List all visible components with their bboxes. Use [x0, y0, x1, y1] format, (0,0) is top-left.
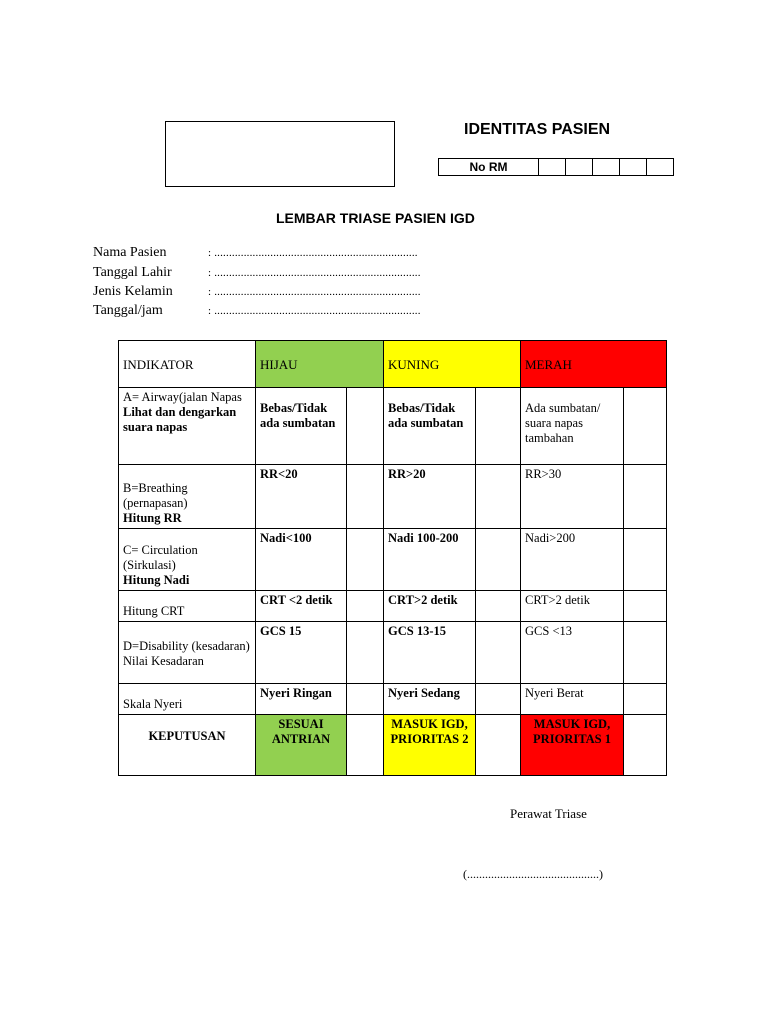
criteria-kuning: GCS 13-15 — [384, 622, 476, 684]
criteria-merah: Nadi>200 — [521, 529, 624, 591]
criteria-kuning: RR>20 — [384, 465, 476, 529]
medical-record-label: No RM — [439, 159, 539, 176]
indicator-label: C= Circulation (Sirkulasi) — [123, 543, 198, 572]
check-cell[interactable] — [347, 529, 384, 591]
field-label: Tanggal/jam — [93, 303, 163, 318]
criteria-merah: RR>30 — [521, 465, 624, 529]
medical-record-number-table — [438, 158, 674, 176]
check-cell[interactable] — [476, 591, 521, 622]
header-kuning: KUNING — [384, 341, 521, 388]
criteria-merah: Ada sumbatan/ suara napas tambahan — [521, 388, 624, 465]
indicator-pain-scale: Skala Nyeri — [119, 684, 256, 715]
indicator-instruction: Lihat dan dengarkan suara napas — [123, 405, 237, 434]
decision-merah: MASUK IGD, PRIORITAS 1 — [521, 715, 624, 776]
decision-label: KEPUTUSAN — [119, 715, 256, 776]
check-cell[interactable] — [624, 591, 667, 622]
check-cell[interactable] — [347, 388, 384, 465]
criteria-hijau: Nadi<100 — [256, 529, 347, 591]
field-date-time — [93, 301, 421, 321]
indicator-airway — [119, 388, 256, 465]
check-cell[interactable] — [624, 622, 667, 684]
triage-nurse-label: Perawat Triase — [510, 806, 587, 821]
indicator-crt: Hitung CRT — [119, 591, 256, 622]
mr-digit-cell[interactable] — [566, 159, 593, 176]
criteria-hijau: Nyeri Ringan — [256, 684, 347, 715]
criteria-hijau: Bebas/Tidak ada sumbatan — [256, 388, 347, 465]
indicator-instruction: Hitung Nadi — [123, 573, 190, 587]
header-indikator: INDIKATOR — [119, 341, 256, 388]
field-blank[interactable]: : ...................................................................... — [208, 305, 421, 317]
field-blank[interactable]: : ...................................................................... — [208, 267, 421, 279]
check-cell[interactable] — [347, 715, 384, 776]
field-label: Tanggal Lahir — [93, 265, 172, 280]
indicator-label: B=Breathing (pernapasan) — [123, 481, 188, 510]
criteria-hijau: RR<20 — [256, 465, 347, 529]
check-cell[interactable] — [476, 529, 521, 591]
patient-identity-title: IDENTITAS PASIEN — [464, 121, 611, 138]
check-cell[interactable] — [476, 622, 521, 684]
criteria-kuning: CRT>2 detik — [384, 591, 476, 622]
check-cell[interactable] — [476, 715, 521, 776]
indicator-breathing — [119, 465, 256, 529]
table-row-pain-scale — [119, 684, 667, 715]
header-merah: MERAH — [521, 341, 667, 388]
check-cell[interactable] — [476, 388, 521, 465]
criteria-hijau: GCS 15 — [256, 622, 347, 684]
indicator-disability: D=Disability (kesadaran) Nilai Kesadaran — [119, 622, 256, 684]
check-cell[interactable] — [347, 591, 384, 622]
table-row-airway — [119, 388, 667, 465]
indicator-instruction: Hitung RR — [123, 511, 182, 525]
criteria-kuning: Bebas/Tidak ada sumbatan — [384, 388, 476, 465]
field-label: Nama Pasien — [93, 245, 167, 260]
mr-digit-cell[interactable] — [620, 159, 647, 176]
check-cell[interactable] — [624, 388, 667, 465]
decision-kuning: MASUK IGD, PRIORITAS 2 — [384, 715, 476, 776]
table-header-row — [119, 341, 667, 388]
triage-table — [118, 340, 667, 776]
table-row-breathing — [119, 465, 667, 529]
mr-digit-cell[interactable] — [539, 159, 566, 176]
signature-line[interactable]: (............................................) — [463, 867, 603, 881]
check-cell[interactable] — [624, 465, 667, 529]
indicator-circulation — [119, 529, 256, 591]
check-cell[interactable] — [624, 529, 667, 591]
check-cell[interactable] — [476, 465, 521, 529]
check-cell[interactable] — [347, 465, 384, 529]
field-blank[interactable]: : ...................................................................... — [208, 286, 421, 298]
criteria-kuning: Nadi 100-200 — [384, 529, 476, 591]
field-patient-name — [93, 243, 418, 263]
check-cell[interactable] — [624, 715, 667, 776]
indicator-label: A= Airway(jalan Napas — [123, 390, 242, 404]
table-row-circulation — [119, 529, 667, 591]
field-birth-date — [93, 263, 421, 283]
table-row-decision — [119, 715, 667, 776]
field-gender — [93, 282, 421, 302]
criteria-merah: CRT>2 detik — [521, 591, 624, 622]
criteria-hijau: CRT <2 detik — [256, 591, 347, 622]
field-label: Jenis Kelamin — [93, 284, 173, 299]
form-title: LEMBAR TRIASE PASIEN IGD — [276, 210, 475, 226]
mr-digit-cell[interactable] — [593, 159, 620, 176]
check-cell[interactable] — [476, 684, 521, 715]
check-cell[interactable] — [347, 684, 384, 715]
check-cell[interactable] — [624, 684, 667, 715]
criteria-kuning: Nyeri Sedang — [384, 684, 476, 715]
field-blank[interactable]: : ..................................................................... — [208, 247, 418, 259]
logo-box — [165, 121, 395, 187]
criteria-merah: GCS <13 — [521, 622, 624, 684]
header-hijau: HIJAU — [256, 341, 384, 388]
table-row-crt — [119, 591, 667, 622]
mr-digit-cell[interactable] — [647, 159, 674, 176]
check-cell[interactable] — [347, 622, 384, 684]
decision-hijau: SESUAI ANTRIAN — [256, 715, 347, 776]
table-row-disability — [119, 622, 667, 684]
criteria-merah: Nyeri Berat — [521, 684, 624, 715]
